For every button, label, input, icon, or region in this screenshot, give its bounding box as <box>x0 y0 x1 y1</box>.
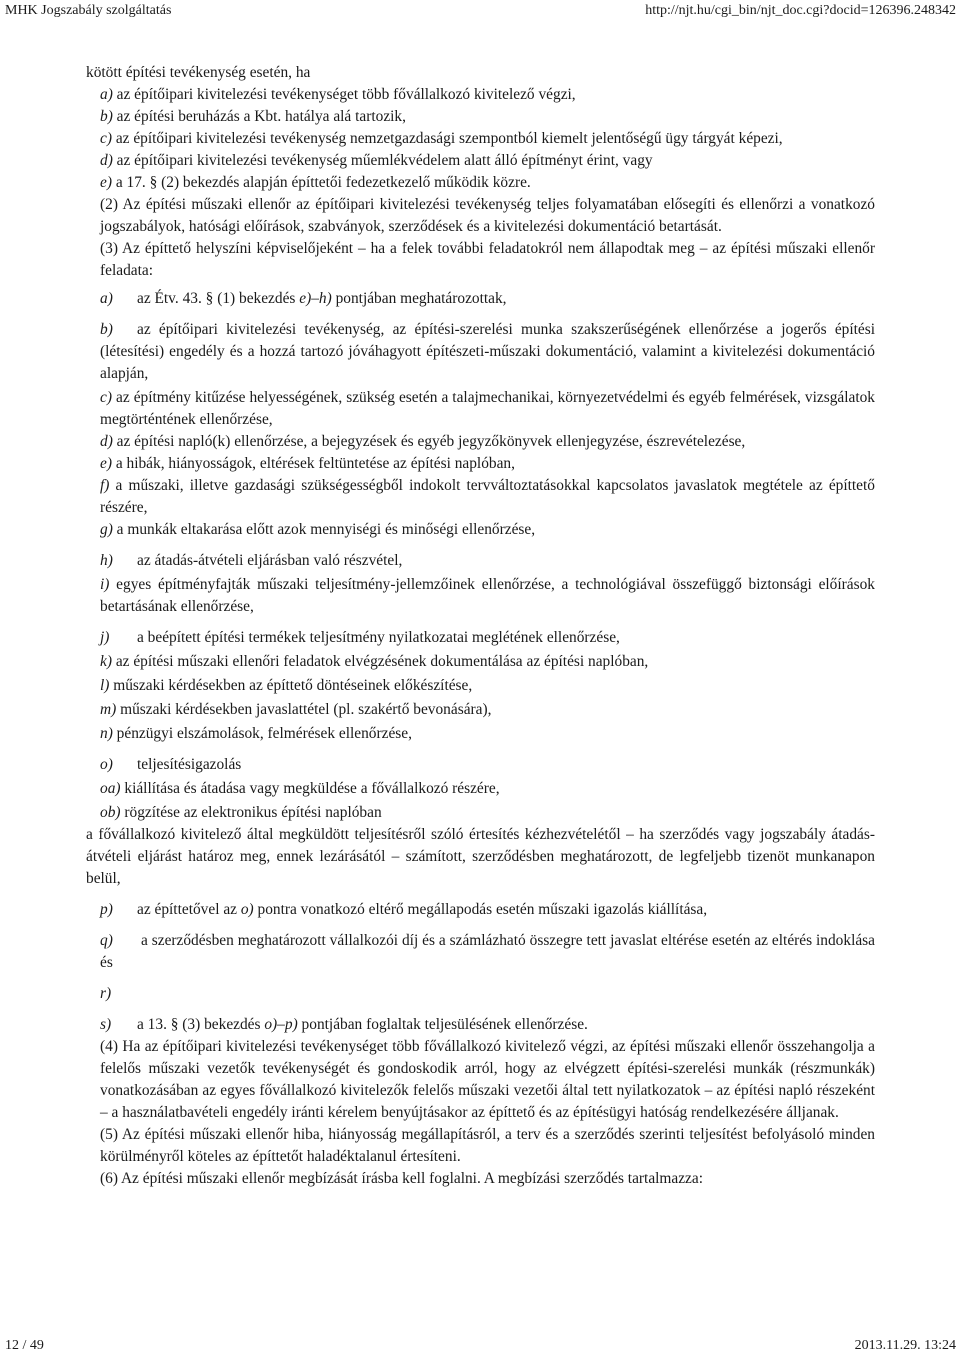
list-marker: b) <box>100 108 113 125</box>
task-c: c) az építmény kitűzése helyességének, szükség esetén a talajmechanikai, környezetvédelmi és egyéb felmérések, vizsgálatok megtörténtének ellenőrzése, <box>100 389 875 428</box>
print-timestamp: 2013.11.29. 13:24 <box>854 1338 956 1353</box>
page-footer <box>0 1336 960 1356</box>
list-item-a: a) az építőipari kivitelezési tevékenységet több fővállalkozó kivitelező végzi, <box>100 86 576 103</box>
task-s: s) a 13. § (3) bekezdés o)–p) pontjában foglaltak teljesülésének ellenőrzése. <box>100 1016 588 1033</box>
document-body <box>86 62 875 1190</box>
task-f: f) a műszaki, illetve gazdasági szükségességből indokolt tervváltoztatásokkal kapcsolatos javaslatok megtétele az építtető részére, <box>100 477 875 516</box>
paragraph-3: (3) Az építtető helyszíni képviselőjeként – ha a felek további feladatokról nem állapodtak meg – az építési műszaki ellenőr feladata: <box>100 240 875 279</box>
task-j: j) a beépített építési termékek teljesítmény nyilatkozatai meglétének ellenőrzése, <box>100 629 620 646</box>
list-marker: d) <box>100 152 113 169</box>
task-p: p) az építtetővel az o) pontra vonatkozó eltérő megállapodás esetén műszaki igazolás kiállítása, <box>100 901 708 918</box>
task-o: o) teljesítésigazolás <box>100 756 242 773</box>
paragraph-5: (5) Az építési műszaki ellenőr hiba, hiányosság megállapításról, a terv és a szerződés szerinti teljesítést befolyásoló minden körülményről köteles az építtetőt haladéktalanul értesíteni. <box>100 1126 875 1165</box>
task-k: k) az építési műszaki ellenőri feladatok elvégzésének dokumentálása az építési naplóban, <box>100 653 649 670</box>
list-item-c: c) az építőipari kivitelezési tevékenység nemzetgazdasági szempontból kiemelt jelentőségű ügy tárgyát képezi, <box>100 130 783 147</box>
task-d: d) az építési napló(k) ellenőrzése, a bejegyzések és egyéb jegyzőkönyvek ellenjegyzése, észrevételezése, <box>100 433 746 450</box>
task-l: l) műszaki kérdésekben az építtető döntéseinek előkészítése, <box>100 677 473 694</box>
paragraph-4: (4) Ha az építőipari kivitelezési tevékenységet több fővállalkozó kivitelező végzi, az építési műszaki ellenőr összehangolja a felelős műszaki vezetők tevékenységét és gondoskodik arról, hogy az elvégzett építési-szerelési munkák (részmunkák) vonatkozásában az egyes fővállalkozó kivitelezők felelős műszaki vezetői által tett nyilatkozatok – az építési napló részeként – a használatbavételi engedély iránti kérelem benyújtásakor az építtető és az építésügyi hatóság rendelkezésére álljanak. <box>100 1038 875 1121</box>
task-g: g) a munkák eltakarása előtt azok mennyiségi és minőségi ellenőrzése, <box>100 521 536 538</box>
task-o-continuation: a fővállalkozó kivitelező által megküldött teljesítésről szóló értesítés kézhezvételétől – ha szerződés vagy jogszabály átadás-átvételi eljárást határoz meg, ennek lezárásától – számított, szerződésben meghatározott, de legfeljebb tizenöt munkanapon belül, <box>86 826 875 887</box>
task-i: i) egyes építményfajták műszaki teljesítmény-jellemzőinek ellenőrzése, a technológiával összefüggő biztonsági előírások betartásának ellenőrzése, <box>100 576 875 615</box>
task-r: r) <box>100 985 112 1002</box>
task-oa: oa) kiállítása és átadása vagy megküldése a fővállalkozó részére, <box>100 780 500 797</box>
task-e: e) a hibák, hiányosságok, eltérések feltüntetése az építési naplóban, <box>100 455 515 472</box>
list-item-d: d) az építőipari kivitelezési tevékenység műemlékvédelem alatt álló építményt érint, vagy <box>100 152 653 169</box>
task-a: a) az Étv. 43. § (1) bekezdés e)–h) pontjában meghatározottak, <box>100 290 507 307</box>
list-item-b: b) az építési beruházás a Kbt. hatálya alá tartozik, <box>100 108 406 125</box>
list-marker: e) <box>100 174 112 191</box>
task-b: b) az építőipari kivitelezési tevékenység, az építési-szerelési munka szakszerűségének ellenőrzése a jogerős építési (létesítési) engedély és a hozzá tartozó jóváhagyott építészeti-műszaki dokumentáció, valamint a kivitelezési dokumentáció alapján, <box>100 321 875 382</box>
task-ob: ob) rögzítése az elektronikus építési naplóban <box>100 804 382 821</box>
list-marker: c) <box>100 130 112 147</box>
page-number: 12 / 49 <box>5 1338 44 1353</box>
paragraph-6: (6) Az építési műszaki ellenőr megbízását írásba kell foglalni. A megbízási szerződés tartalmazza: <box>100 1170 703 1187</box>
header-url: http://njt.hu/cgi_bin/njt_doc.cgi?docid=126396.248342 <box>645 3 956 18</box>
task-n: n) pénzügyi elszámolások, felmérések ellenőrzése, <box>100 725 412 742</box>
page-header <box>0 0 960 24</box>
task-q: q) a szerződésben meghatározott vállalkozói díj és a számlázható összegre tett javaslat eltérése esetén az eltérés indoklása és <box>100 932 875 971</box>
list-marker: a) <box>100 86 113 103</box>
task-m: m) műszaki kérdésekben javaslattétel (pl. szakértő bevonására), <box>100 701 492 718</box>
task-h: h) az átadás-átvételi eljárásban való részvétel, <box>100 552 403 569</box>
header-source: MHK Jogszabály szolgáltatás <box>5 3 172 18</box>
paragraph-2: (2) Az építési műszaki ellenőr az építőipari kivitelezési tevékenység teljes folyamatában elősegíti és ellenőrzi a vonatkozó jogszabályok, hatósági előírások, szabványok, szerződések és a kivitelezési dokumentáció betartását. <box>100 196 875 235</box>
text-line: kötött építési tevékenység esetén, ha <box>86 64 311 81</box>
list-item-e: e) a 17. § (2) bekezdés alapján építtetői fedezetkezelő működik közre. <box>100 174 531 191</box>
